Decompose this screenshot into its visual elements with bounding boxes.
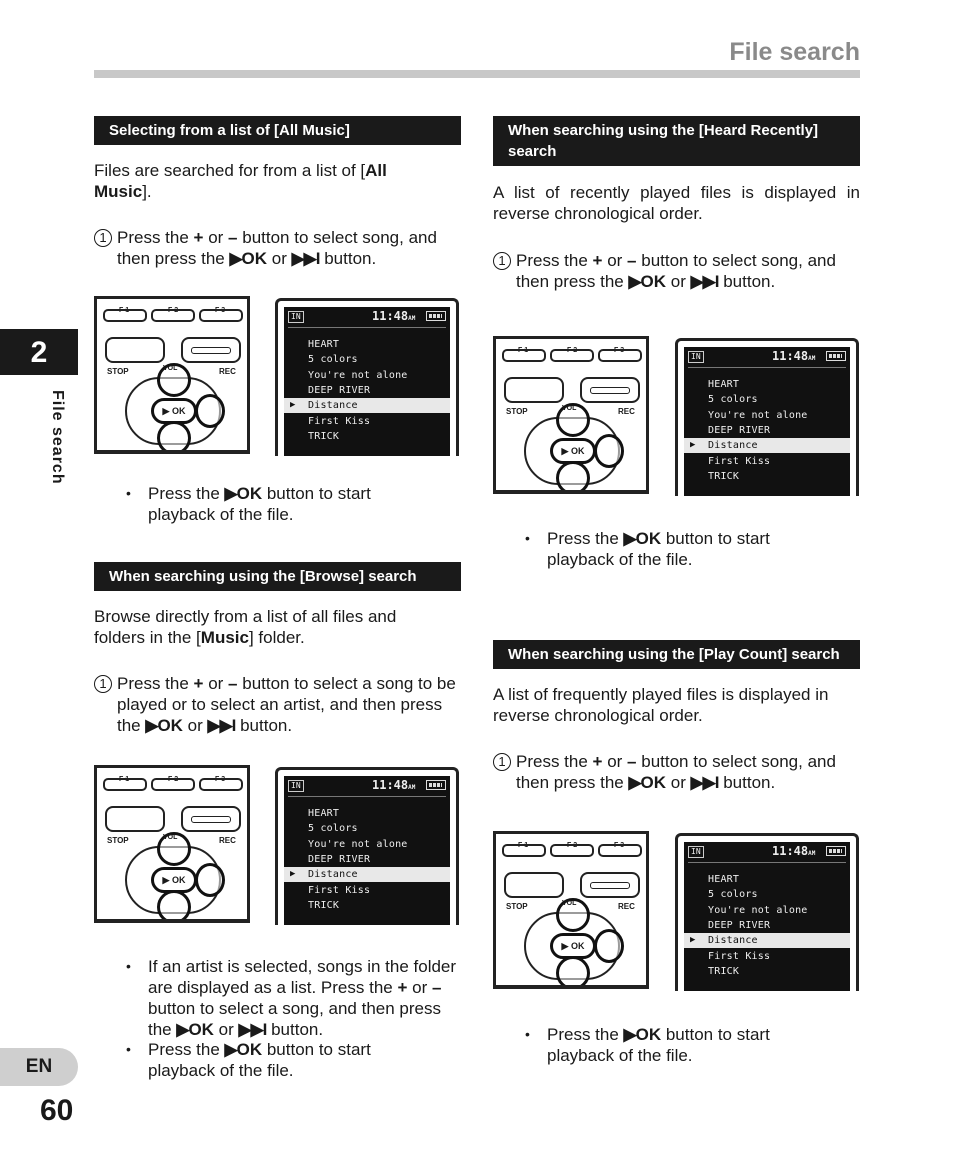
f3-label: F 3 [215, 307, 226, 314]
f3-button [199, 778, 243, 791]
device-screen-illustration [675, 833, 859, 991]
device-illustration [94, 296, 250, 454]
screen-list-item: You're not alone [308, 838, 408, 850]
ok-button: ▶ OK [151, 398, 197, 424]
skip-forward-icon: ▶▶I [238, 1020, 267, 1039]
f1-label: F 1 [119, 776, 130, 783]
ok-button: ▶ OK [550, 933, 596, 959]
heard-recently-step: 1 Press the + or – button to select song, and then press the ▶OK or ▶▶I button. [493, 250, 860, 292]
screen-list-item: First Kiss [308, 415, 371, 427]
clock: 11:48AM [772, 349, 816, 363]
device-illustration [493, 336, 649, 494]
step-number-badge: 1 [94, 229, 112, 247]
skip-button-highlight [594, 929, 624, 963]
all-music-intro: Files are searched for from a list of [All Music]. [94, 161, 387, 201]
screen-divider [688, 862, 846, 863]
page-title: File search [729, 38, 860, 66]
screen-list-item: TRICK [708, 470, 740, 482]
screen-list-item: You're not alone [708, 904, 808, 916]
device-screen-illustration [275, 767, 459, 925]
play-icon: ▶ [628, 773, 641, 792]
minus-button-highlight [157, 421, 191, 454]
memory-badge: IN [688, 846, 704, 858]
screen-list-item: 5 colors [708, 394, 758, 406]
section-header-heard-recently: When searching using the [Heard Recently] search [493, 116, 860, 166]
stop-button [504, 872, 564, 898]
side-section-label: File search [49, 390, 66, 485]
device-illustration [493, 831, 649, 989]
browse-intro: Browse directly from a list of all files and folders in the [Music] folder. [94, 607, 397, 647]
play-count-step: 1 Press the + or – button to select song, and then press the ▶OK or ▶▶I button. [493, 751, 860, 793]
stop-label: STOP [506, 407, 528, 416]
screen-list-item: HEART [308, 339, 340, 350]
heard-recently-bullet: • Press the ▶OK button to start playback of the file. [525, 528, 825, 570]
f2-label: F 2 [168, 307, 179, 314]
rec-button [580, 872, 640, 898]
screen-list-item: 5 colors [708, 889, 758, 901]
step-number-badge: 1 [493, 252, 511, 270]
skip-button-highlight [195, 394, 225, 428]
f1-button [103, 778, 147, 791]
play-icon: ▶ [229, 249, 242, 268]
f2-button [550, 349, 594, 362]
f3-button [598, 844, 642, 857]
f3-button [199, 309, 243, 322]
play-count-bullet: • Press the ▶OK button to start playback of the file. [525, 1024, 825, 1066]
stop-label: STOP [506, 902, 528, 911]
memory-badge: IN [688, 351, 704, 363]
rec-label: REC [618, 902, 635, 911]
clock: 11:48AM [772, 844, 816, 858]
language-tab: EN [0, 1048, 78, 1086]
f3-label: F 3 [614, 347, 625, 354]
screen-list-item: You're not alone [308, 369, 408, 381]
step-number-badge: 1 [493, 753, 511, 771]
screen-list-item: TRICK [708, 965, 740, 977]
browse-bullet-play: • Press the ▶OK button to start playback of the file. [126, 1039, 426, 1081]
cursor-icon: ▶ [290, 869, 296, 880]
memory-badge: IN [288, 311, 304, 323]
section-header-browse: When searching using the [Browse] search [94, 562, 461, 591]
play-icon: ▶ [623, 1025, 636, 1044]
cursor-icon: ▶ [690, 935, 696, 946]
play-icon: ▶ [224, 1040, 237, 1059]
f3-button [598, 349, 642, 362]
screen-divider [688, 367, 846, 368]
screen-list-item: 5 colors [308, 823, 358, 835]
f1-label: F 1 [518, 842, 529, 849]
play-count-intro: A list of frequently played files is displayed in reverse chronological order. [493, 685, 829, 725]
minus-button-highlight [157, 890, 191, 923]
skip-button-highlight [594, 434, 624, 468]
screen-display [684, 842, 850, 991]
screen-display [684, 347, 850, 496]
screen-list-item: ▶ Distance [284, 867, 450, 882]
section-header-play-count: When searching using the [Play Count] search [493, 640, 860, 669]
all-music-step: 1 Press the + or – button to select song, and then press the ▶OK or ▶▶I button. [94, 227, 466, 269]
play-icon: ▶ [176, 1020, 189, 1039]
vol-label: VOL [562, 405, 577, 412]
screen-list-item: DEEP RIVER [708, 424, 771, 436]
screen-list-item: First Kiss [308, 884, 371, 896]
rec-button [181, 806, 241, 832]
browse-bullet-artist: • If an artist is selected, songs in the folder are displayed as a list. Press the + or – button to select a song, and then press the ▶OK or ▶▶I button. [126, 956, 466, 1040]
stop-button [504, 377, 564, 403]
title-rule [94, 70, 860, 78]
stop-button [105, 806, 165, 832]
battery-icon [426, 311, 446, 321]
rec-label: REC [219, 836, 236, 845]
play-icon: ▶ [224, 484, 237, 503]
f2-button [151, 778, 195, 791]
screen-list-item: DEEP RIVER [708, 919, 771, 931]
screen-list-item: ▶ Distance [684, 933, 850, 948]
play-icon: ▶ [145, 716, 158, 735]
screen-display [284, 776, 450, 925]
battery-icon [826, 351, 846, 361]
battery-icon [826, 846, 846, 856]
ok-button: ▶ OK [151, 867, 197, 893]
device-screen-illustration [675, 338, 859, 496]
screen-list-item: You're not alone [708, 409, 808, 421]
f2-button [151, 309, 195, 322]
screen-list-item: DEEP RIVER [308, 384, 371, 396]
screen-list-item: 5 colors [308, 354, 358, 366]
f3-label: F 3 [614, 842, 625, 849]
screen-divider [288, 796, 446, 797]
clock: 11:48AM [372, 778, 416, 792]
ok-button: ▶ OK [550, 438, 596, 464]
skip-forward-icon: ▶▶I [690, 773, 719, 792]
skip-forward-icon: ▶▶I [291, 249, 320, 268]
cursor-icon: ▶ [690, 440, 696, 451]
screen-list-item: TRICK [308, 899, 340, 911]
f1-button [502, 844, 546, 857]
chapter-tab: 2 [0, 329, 78, 375]
memory-badge: IN [288, 780, 304, 792]
f3-label: F 3 [215, 776, 226, 783]
minus-button-highlight [556, 461, 590, 494]
cursor-icon: ▶ [290, 400, 296, 411]
f1-button [103, 309, 147, 322]
rec-label: REC [219, 367, 236, 376]
heard-recently-intro: A list of recently played files is displayed in reverse chronological order. [493, 183, 860, 223]
page-number: 60 [40, 1094, 74, 1127]
screen-list-item: HEART [708, 874, 740, 885]
screen-list-item: TRICK [308, 430, 340, 442]
clock: 11:48AM [372, 309, 416, 323]
vol-label: VOL [163, 365, 178, 372]
step-number-badge: 1 [94, 675, 112, 693]
screen-list-item: ▶ Distance [684, 438, 850, 453]
rec-button [181, 337, 241, 363]
stop-button [105, 337, 165, 363]
screen-list-item: ▶ Distance [284, 398, 450, 413]
f1-button [502, 349, 546, 362]
screen-list-item: HEART [308, 808, 340, 819]
play-icon: ▶ [628, 272, 641, 291]
stop-label: STOP [107, 836, 129, 845]
screen-list-item: First Kiss [708, 950, 771, 962]
device-screen-illustration [275, 298, 459, 456]
skip-forward-icon: ▶▶I [207, 716, 236, 735]
rec-label: REC [618, 407, 635, 416]
screen-divider [288, 327, 446, 328]
f1-label: F 1 [518, 347, 529, 354]
screen-list-item: First Kiss [708, 455, 771, 467]
section-header-all-music: Selecting from a list of [All Music] [94, 116, 461, 145]
f2-label: F 2 [567, 347, 578, 354]
play-icon: ▶ [623, 529, 636, 548]
f1-label: F 1 [119, 307, 130, 314]
vol-label: VOL [562, 900, 577, 907]
screen-display [284, 307, 450, 456]
f2-button [550, 844, 594, 857]
minus-button-highlight [556, 956, 590, 989]
rec-button [580, 377, 640, 403]
skip-button-highlight [195, 863, 225, 897]
browse-step: 1 Press the + or – button to select a song to be played or to select an artist, and then press the ▶OK or ▶▶I button. [94, 673, 466, 736]
skip-forward-icon: ▶▶I [690, 272, 719, 291]
all-music-bullet: • Press the ▶OK button to start playback of the file. [126, 483, 426, 525]
battery-icon [426, 780, 446, 790]
vol-label: VOL [163, 834, 178, 841]
f2-label: F 2 [567, 842, 578, 849]
device-illustration [94, 765, 250, 923]
screen-list-item: HEART [708, 379, 740, 390]
f2-label: F 2 [168, 776, 179, 783]
screen-list-item: DEEP RIVER [308, 853, 371, 865]
stop-label: STOP [107, 367, 129, 376]
